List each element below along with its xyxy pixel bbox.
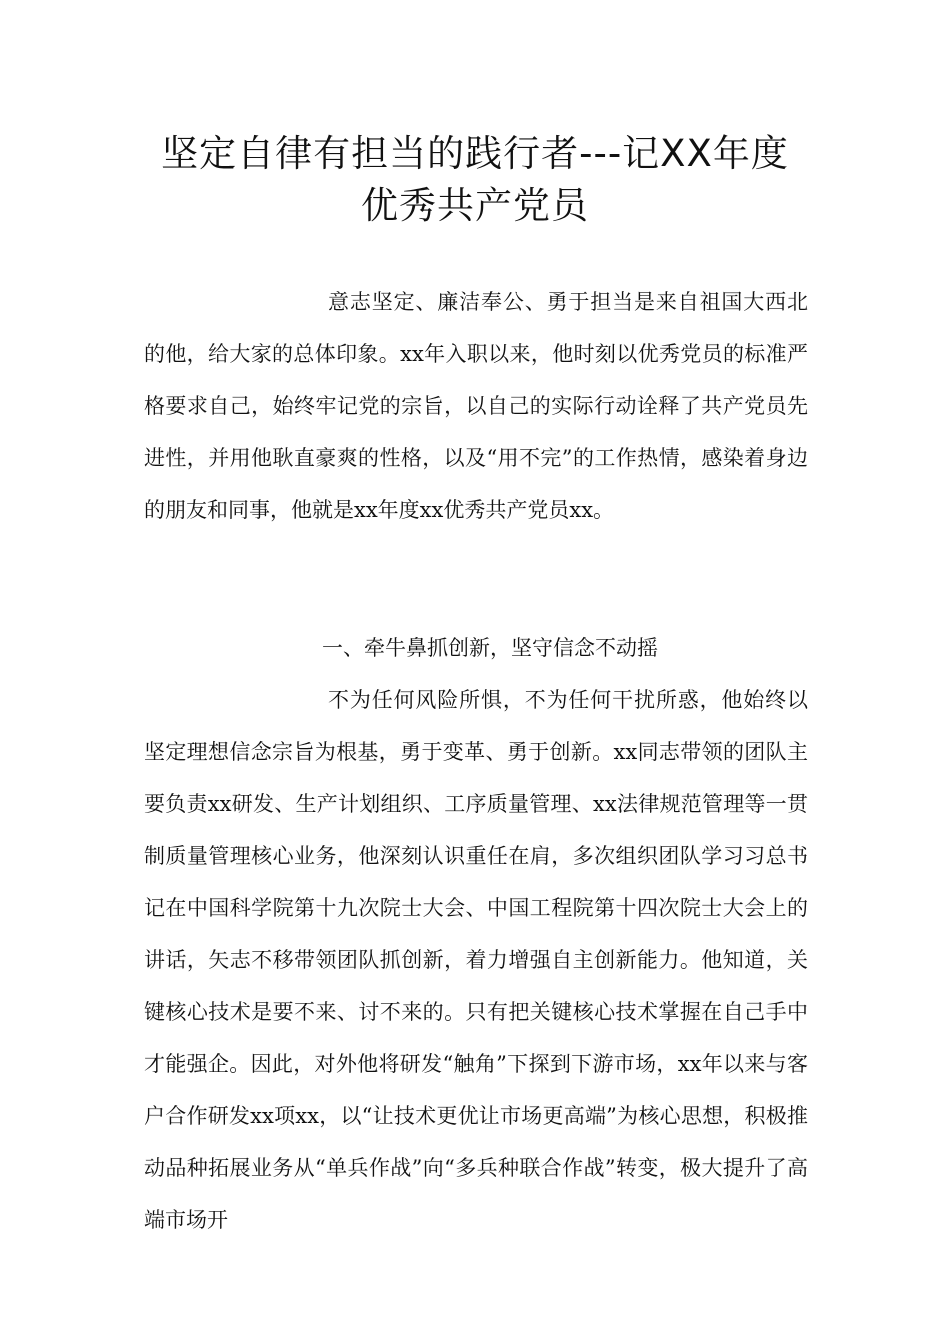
title-line-1: 坚定自律有担当的践行者---记XX年度 <box>161 132 789 175</box>
section-1-paragraph: 不为任何风险所惧，不为任何干扰所惑，他始终以坚定理想信念宗旨为根基，勇于变革、勇于创新。xx同志带领的团队主要负责xx研发、生产计划组织、工序质量管理、xx法律规范管理等一贯制质量管理核心业务，他深刻认识重任在肩，多次组织团队学习习总书记在中国科学院第十九次院士大会、中国工程院第十四次院士大会上的讲话，矢志不移带领团队抓创新，着力增强自主创新能力。他知道，关键核心技术是要不来、讨不来的。只有把关键核心技术掌握在自己手中才能强企。因此，对外他将研发“触角”下探到下游市场，xx年以来与客户合作研发xx项xx，以“让技术更优让市场更高端”为核心思想，积极推动品种拓展业务从“单兵作战”向“多兵种联合作战”转变，极大提升了高端市场开 <box>144 688 808 1232</box>
intro-paragraph: 意志坚定、廉洁奉公、勇于担当是来自祖国大西北的他，给大家的总体印象。xx年入职以来，他时刻以优秀党员的标准严格要求自己，始终牢记党的宗旨，以自己的实际行动诠释了共产党员先进性，并用他耿直豪爽的性格，以及“用不完”的工作热情，感染着身边的朋友和同事，他就是xx年度xx优秀共产党员xx。 <box>144 290 808 522</box>
section-heading-1: 一、牵牛鼻抓创新，坚守信念不动摇 <box>322 636 658 660</box>
document-title <box>120 128 830 232</box>
title-line-2: 优秀共产党员 <box>361 184 589 227</box>
